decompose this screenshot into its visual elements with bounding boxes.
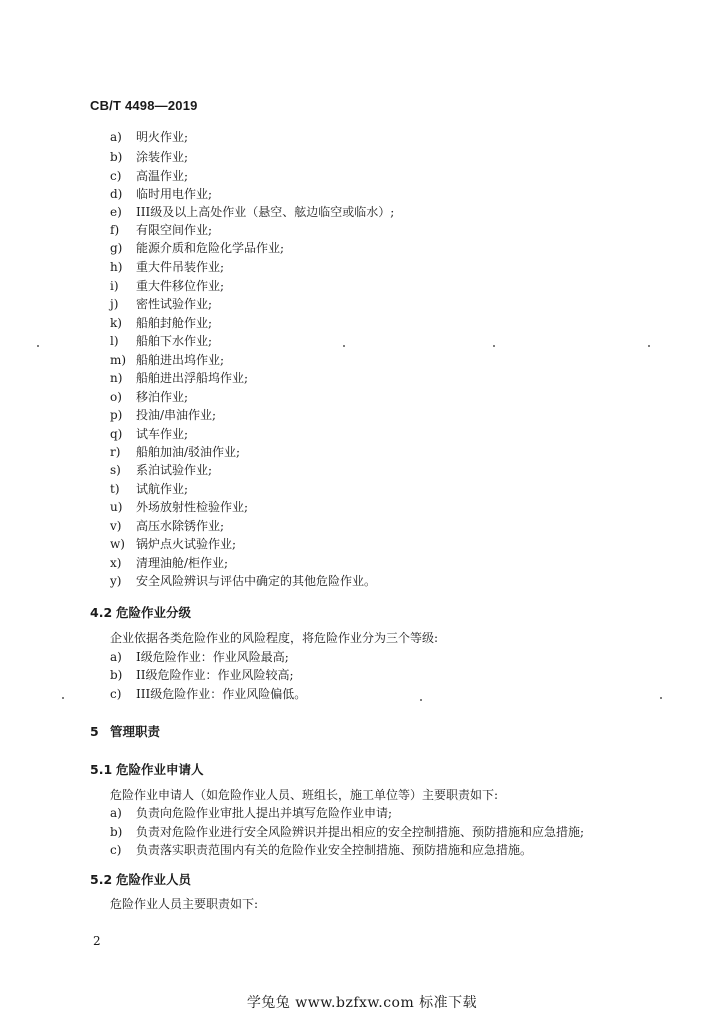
- footer-watermark: 学兔兔 www.bzfxw.com 标准下载: [246, 995, 478, 1011]
- list-item: f) 有限空间作业;: [110, 223, 213, 237]
- list-item: q) 试车作业;: [110, 427, 189, 441]
- section-5-1-intro: 危险作业申请人（如危险作业人员、班组长，施工单位等）主要职责如下:: [110, 788, 499, 802]
- scan-dot: [660, 697, 662, 699]
- list-item: c) 负责落实职责范围内有关的危险作业安全控制措施、预防措施和应急措施。: [110, 843, 533, 857]
- section-heading-5-1: 5.1 危险作业申请人: [90, 762, 204, 777]
- section-4-2-intro: 企业依据各类危险作业的风险程度，将危险作业分为三个等级:: [110, 631, 439, 645]
- list-item: k) 船舶封舱作业;: [110, 316, 213, 330]
- section-5-2-intro: 危险作业人员主要职责如下:: [110, 897, 259, 911]
- page-number: 2: [93, 934, 101, 948]
- list-item: e) III级及以上高处作业（悬空、舷边临空或临水）;: [110, 205, 395, 219]
- section-heading-5-2: 5.2 危险作业人员: [90, 872, 192, 887]
- scan-dot: [62, 697, 64, 699]
- section-heading-4-2: 4.2 危险作业分级: [90, 605, 192, 620]
- list-item: h) 重大件吊装作业;: [110, 260, 225, 274]
- list-item: v) 高压水除锈作业;: [110, 519, 225, 533]
- list-item: c) III级危险作业：作业风险偏低。: [110, 687, 307, 701]
- scan-dot: [493, 345, 495, 347]
- list-item: a) 负责向危险作业审批人提出并填写危险作业申请;: [110, 806, 393, 820]
- list-item: d) 临时用电作业;: [110, 187, 213, 201]
- standard-code: CB/T 4498—2019: [90, 98, 198, 113]
- list-item: s) 系泊试验作业;: [110, 463, 213, 477]
- list-item: l) 船舶下水作业;: [110, 334, 213, 348]
- list-item: t) 试航作业;: [110, 482, 189, 496]
- list-item: i) 重大件移位作业;: [110, 279, 225, 293]
- list-item: x) 清理油舱/柜作业;: [110, 556, 229, 570]
- list-item: n) 船舶进出浮船坞作业;: [110, 371, 249, 385]
- scan-dot: [343, 345, 345, 347]
- list-item: r) 船舶加油/驳油作业;: [110, 445, 241, 459]
- list-item: c) 高温作业;: [110, 169, 189, 183]
- list-item: m) 船舶进出坞作业;: [110, 353, 225, 367]
- list-item: u) 外场放射性检验作业;: [110, 500, 249, 514]
- section-heading-5: 5 管理职责: [90, 724, 161, 739]
- scan-dot: [648, 345, 650, 347]
- list-item: b) 涂装作业;: [110, 150, 189, 164]
- list-item: b) II级危险作业：作业风险较高;: [110, 668, 294, 682]
- list-item: a) 明火作业;: [110, 130, 189, 144]
- scan-dot: [37, 345, 39, 347]
- list-item: j) 密性试验作业;: [110, 297, 213, 311]
- list-item: b) 负责对危险作业进行安全风险辨识并提出相应的安全控制措施、预防措施和应急措施;: [110, 825, 585, 839]
- list-item: p) 投油/串油作业;: [110, 408, 217, 422]
- list-item: a) I级危险作业：作业风险最高;: [110, 650, 289, 664]
- scan-dot: [420, 699, 422, 701]
- list-item: g) 能源介质和危险化学品作业;: [110, 241, 285, 255]
- list-item: y) 安全风险辨识与评估中确定的其他危险作业。: [110, 574, 377, 588]
- list-item: o) 移泊作业;: [110, 390, 189, 404]
- list-item: w) 锅炉点火试验作业;: [110, 537, 237, 551]
